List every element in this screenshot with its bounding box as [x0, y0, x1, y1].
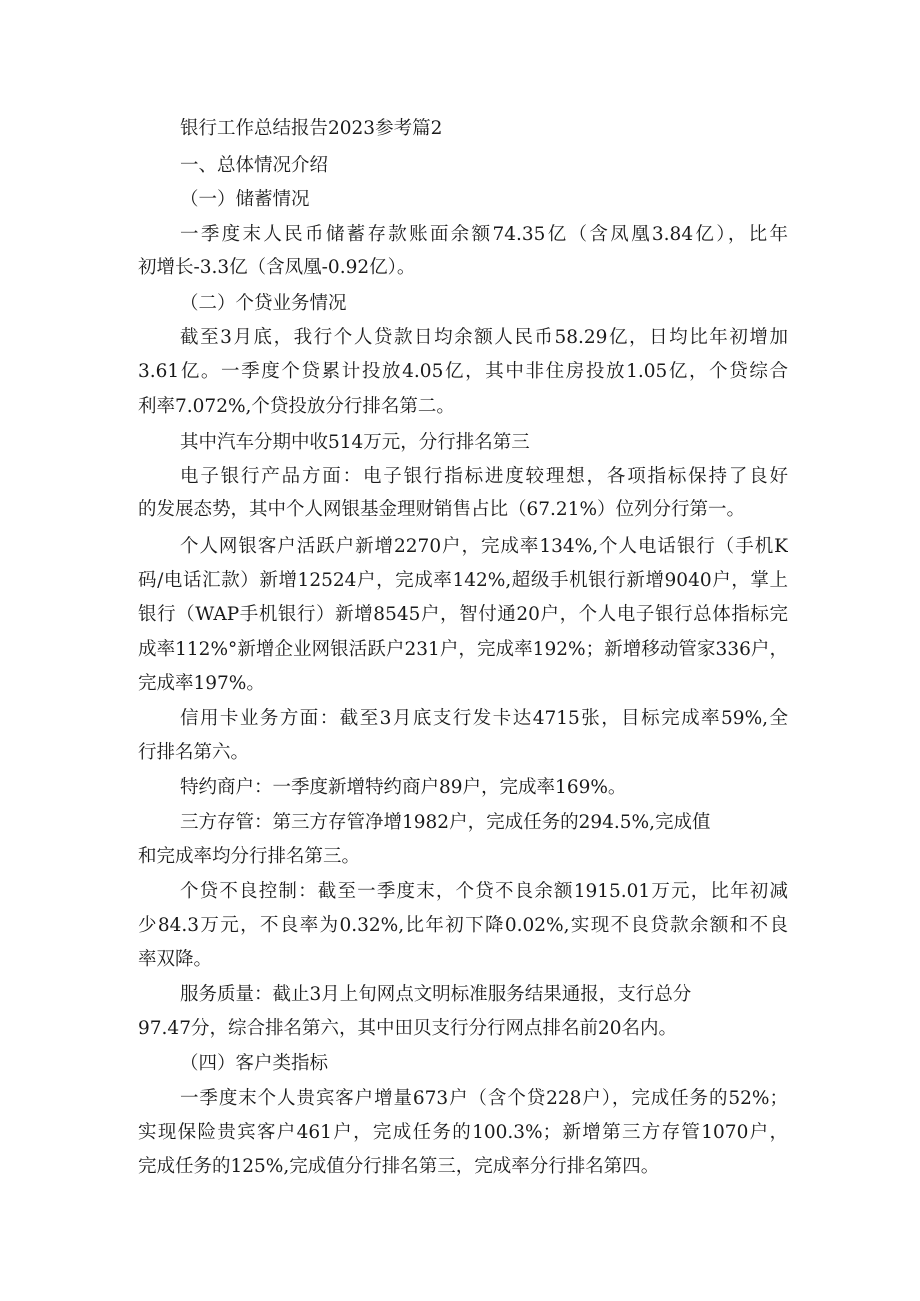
paragraph-line: 电子银行产品方面：电子银行指标进度较理想，各项指标保持了良好 — [180, 466, 788, 487]
paragraph-line: 和完成率均分行排名第三。 — [138, 846, 361, 867]
paragraph-line: 其中汽车分期中收514万元，分行排名第三 — [180, 432, 530, 453]
document-title: 银行工作总结报告2023参考篇2 — [180, 118, 443, 139]
paragraph-line: 银行（WAP手机银行）新增8545户，智付通20户，个人电子银行总体指标完 — [138, 604, 788, 625]
paragraph-line: 个贷不良控制：截至一季度末，个贷不良余额1915.01万元，比年初减 — [180, 881, 788, 902]
paragraph-line: 实现保险贵宾客户461户，完成任务的100.3%；新增第三方存管1070户， — [138, 1122, 788, 1143]
paragraph-line: 一季度末人民币储蓄存款账面余额74.35亿（含凤凰3.84亿），比年 — [180, 224, 788, 245]
paragraph-line: 信用卡业务方面：截至3月底支行发卡达4715张，目标完成率59%,全 — [180, 708, 788, 729]
paragraph-line: 行排名第六。 — [138, 742, 250, 763]
paragraph-line: 完成率197%。 — [138, 673, 265, 694]
paragraph-line: 特约商户：一季度新增特约商户89户，完成率169%。 — [180, 777, 627, 798]
paragraph-line: 码/电话汇款）新增12524户，完成率142%,超级手机银行新增9040户，掌上 — [138, 570, 788, 591]
paragraph-line: 利率7.072%,个贷投放分行排名第二。 — [138, 396, 455, 417]
paragraph-line: 率双降。 — [138, 949, 213, 970]
paragraph-line: 完成任务的125%,完成值分行排名第三，完成率分行排名第四。 — [138, 1156, 660, 1177]
paragraph-line: 的发展态势，其中个人网银基金理财销售占比（67.21%）位列分行第一。 — [138, 499, 746, 520]
section-heading: 一、总体情况介绍 — [180, 155, 329, 176]
paragraph-line: 少84.3万元，不良率为0.32%,比年初下降0.02%,实现不良贷款余额和不良 — [138, 915, 788, 936]
paragraph-line: 3.61亿。一季度个贷累计投放4.05亿，其中非住房投放1.05亿，个贷综合 — [138, 361, 788, 382]
paragraph-line: 截至3月底，我行个人贷款日均余额人民币58.29亿，日均比年初增加 — [180, 327, 788, 348]
subsection-heading: （二）个贷业务情况 — [180, 293, 347, 314]
paragraph-line: 97.47分，综合排名第六，其中田贝支行分行网点排名前20名内。 — [138, 1018, 678, 1039]
paragraph-line: 一季度末个人贵宾客户增量673户（含个贷228户），完成任务的52%； — [180, 1088, 788, 1109]
paragraph-line: 个人网银客户活跃户新增2270户，完成率134%,个人电话银行（手机K — [180, 536, 788, 557]
paragraph-line: 初增长-3.3亿（含凤凰-0.92亿）。 — [138, 257, 416, 278]
subsection-heading: （一）储蓄情况 — [180, 189, 310, 210]
paragraph-line: 成率112%°新增企业网银活跃户231户，完成率192%；新增移动管家336户， — [138, 639, 788, 660]
paragraph-line: 三方存管：第三方存管净增1982户，完成任务的294.5%,完成值 — [180, 812, 711, 833]
paragraph-line: 服务质量：截止3月上旬网点文明标准服务结果通报，支行总分 — [180, 984, 692, 1005]
subsection-heading: （四）客户类指标 — [180, 1053, 329, 1074]
